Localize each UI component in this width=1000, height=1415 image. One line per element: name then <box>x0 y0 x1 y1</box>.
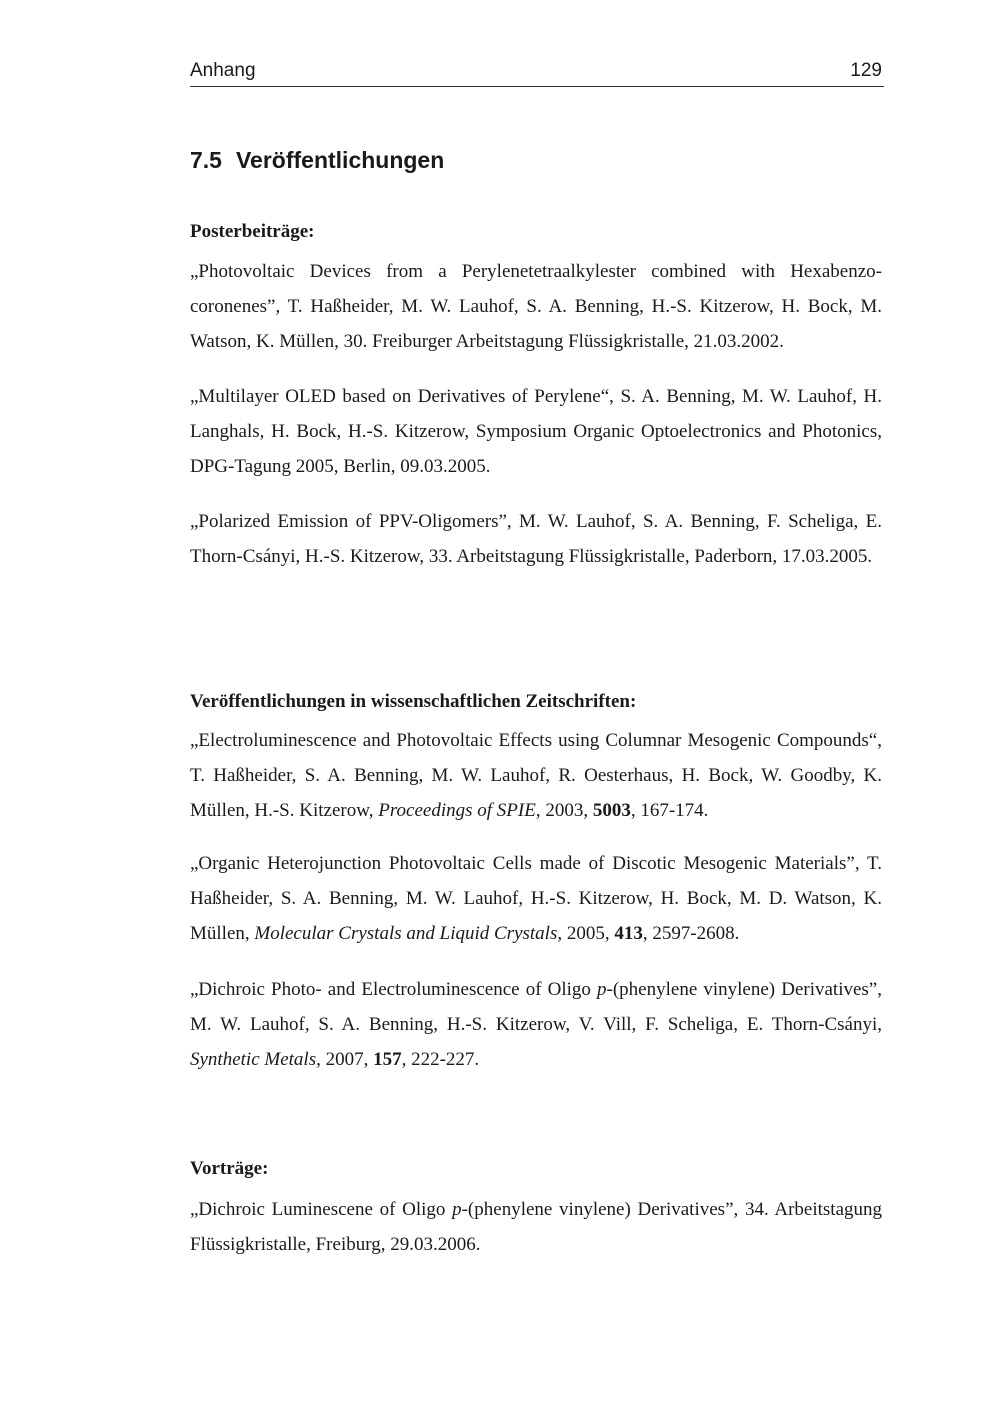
entry-year: , 2007, <box>316 1049 374 1070</box>
page-header <box>190 60 884 87</box>
entry-title-part: „Dichroic Photo- and Electroluminescence of Oligo <box>190 979 598 1000</box>
entry-citation: -(phenylene vinylene) Derivatives”, M. W. Lauhof, S. A. Benning, H.-S. Kitzerow, V. Vill, F. Scheliga, E. Thorn-Csányi, <box>190 979 882 1035</box>
entry-citation: -(phenylene vinylene) Derivatives”, 34. Arbeitstagung Flüssigkristalle, Freiburg, 29.03.2006. <box>190 1199 882 1255</box>
entry-pages: , 222-227. <box>401 1049 480 1070</box>
section-number: 7.5 <box>190 147 222 173</box>
journal-entry <box>190 846 882 951</box>
entry-citation: „Organic Heterojunction Photovoltaic Cells made of Discotic Mesogenic Materials”, T. Haßheider, S. A. Benning, M. W. Lauhof, H.-S. Kitzerow, H. Bock, M. D. Watson, K. Müllen, <box>190 853 882 944</box>
section-title-text: Veröffentlichungen <box>235 147 445 173</box>
journal-entry <box>190 723 882 828</box>
para-prefix: p <box>452 1199 462 1220</box>
journal-volume: 413 <box>614 923 643 944</box>
poster-entry: „Polarized Emission of PPV-Oligomers”, M. W. Lauhof, S. A. Benning, F. Scheliga, E. Thorn-Csányi, H.-S. Kitzerow, 33. Arbeitstagung Flüssigkristalle, Paderborn, 17.03.2005. <box>190 511 882 567</box>
entry-title-part: „Dichroic Luminescene of Oligo <box>190 1199 453 1220</box>
entry-pages: , 167-174. <box>630 800 709 821</box>
poster-heading: Posterbeiträge: <box>190 221 315 242</box>
entry-year: , 2003, <box>535 800 593 821</box>
journal-name: Synthetic Metals <box>190 1049 317 1070</box>
header-chapter: Anhang <box>190 60 256 81</box>
section-title <box>190 147 444 174</box>
journal-volume: 157 <box>373 1049 402 1070</box>
journal-name: Proceedings of SPIE <box>378 800 536 821</box>
talks-heading: Vorträge: <box>190 1158 269 1179</box>
poster-entry: „Multilayer OLED based on Derivatives of Perylene“, S. A. Benning, M. W. Lauhof, H. Langhals, H. Bock, H.-S. Kitzerow, Symposium Organic Optoelectronics and Photonics, DPG-Tagung 2005, Berlin, 09.03.2005. <box>190 386 882 477</box>
journal-entry <box>190 972 882 1077</box>
entry-year: , 2005, <box>557 923 615 944</box>
para-prefix: p <box>597 979 607 1000</box>
entry-pages: , 2597-2608. <box>642 923 740 944</box>
page-number: 129 <box>850 60 882 81</box>
journal-volume: 5003 <box>592 800 631 821</box>
journals-heading: Veröffentlichungen in wissenschaftlichen Zeitschriften: <box>190 691 637 712</box>
poster-entry: „Photovoltaic Devices from a Perylenetetraalkylester combined with Hexabenzo-coronenes”, T. Haßheider, M. W. Lauhof, S. A. Benning, H.-S. Kitzerow, H. Bock, M. Watson, K. Müllen, 30. Freiburger Arbeitstagung Flüssigkristalle, 21.03.2002. <box>190 261 882 352</box>
entry-citation: „Electroluminescence and Photovoltaic Effects using Columnar Mesogenic Compounds“, T. Haßheider, S. A. Benning, M. W. Lauhof, R. Oesterhaus, H. Bock, W. Goodby, K. Müllen, H.-S. Kitzerow, <box>190 730 882 821</box>
talk-entry <box>190 1192 882 1262</box>
journal-name: Molecular Crystals and Liquid Crystals <box>254 923 558 944</box>
